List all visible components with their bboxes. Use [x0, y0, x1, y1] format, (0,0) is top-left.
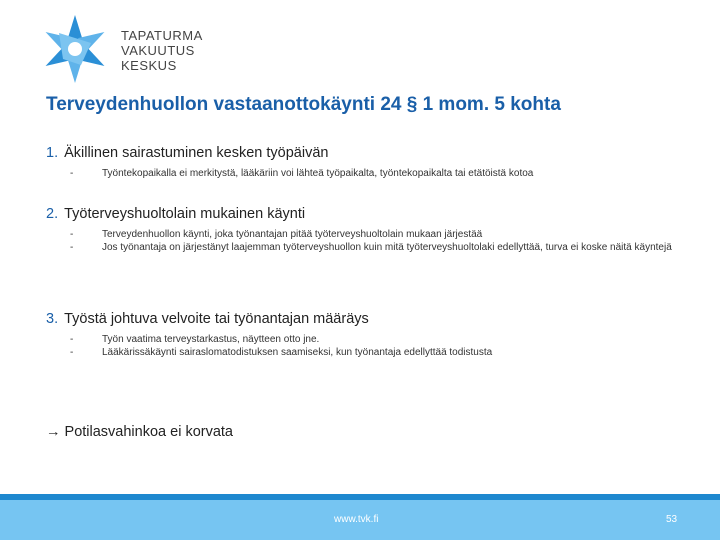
section-heading: Työterveyshuoltolain mukainen käynti	[64, 206, 306, 222]
bullet-item: - Jos työnantaja on järjestänyt laajemman työterveyshuollon kuin mitä työterveyshuoltolaki edellyttää, turva ei koske näitä käyntejä	[70, 242, 672, 253]
section-number: 1.	[46, 145, 59, 161]
slide-title: Terveydenhuollon vastaanottokäynti 24 § 1 mom. 5 kohta	[46, 94, 561, 115]
logo-line: VAKUUTUS	[121, 43, 195, 58]
arrow-right-icon: →	[46, 424, 61, 440]
bullet-text: Lääkärissäkäynti sairaslomatodistuksen saamiseksi, kun työnantaja edellyttää todistusta	[102, 347, 493, 358]
bullet-text: Työntekopaikalla ei merkitystä, lääkäriin voi lähteä työpaikalta, työntekopaikalta tai etätöistä kotoa	[102, 168, 534, 179]
tvk-logo-icon	[40, 14, 110, 84]
section-number: 2.	[46, 206, 59, 222]
bullet-item: - Työntekopaikalla ei merkitystä, lääkäriin voi lähteä työpaikalta, työntekopaikalta tai etätöistä kotoa	[70, 168, 534, 179]
logo-line: TAPATURMA	[121, 28, 203, 43]
footer	[0, 500, 720, 540]
bullet-text: Työn vaatima terveystarkastus, näytteen otto jne.	[102, 334, 320, 345]
section-heading: Äkillinen sairastuminen kesken työpäivän	[64, 145, 329, 161]
page-number: 53	[666, 514, 678, 525]
conclusion	[46, 424, 233, 440]
section-heading: Työstä johtuva velvoite tai työnantajan määräys	[64, 311, 369, 327]
section-3	[46, 311, 672, 359]
bullet-text: Jos työnantaja on järjestänyt laajemman työterveyshuollon kuin mitä työterveyshuoltolaki edellyttää, turva ei koske näitä käyntejä	[102, 242, 672, 253]
section-2	[46, 206, 672, 254]
logo-line: KESKUS	[121, 58, 177, 73]
section-number: 3.	[46, 311, 59, 327]
conclusion-text: Potilasvahinkoa ei korvata	[64, 424, 233, 440]
footer-url: www.tvk.fi	[334, 514, 379, 525]
bullet-item: - Lääkärissäkäynti sairaslomatodistuksen saamiseksi, kun työnantaja edellyttää todistusta	[70, 347, 493, 358]
bullet-item: - Terveydenhuollon käynti, joka työnantajan pitää työterveyshuoltolain mukaan järjestää	[70, 229, 483, 240]
logo-text	[121, 28, 203, 73]
bullet-item: - Työn vaatima terveystarkastus, näytteen otto jne.	[70, 334, 320, 345]
section-1	[46, 145, 672, 180]
bullet-text: Terveydenhuollon käynti, joka työnantajan pitää työterveyshuoltolain mukaan järjestää	[102, 229, 483, 240]
